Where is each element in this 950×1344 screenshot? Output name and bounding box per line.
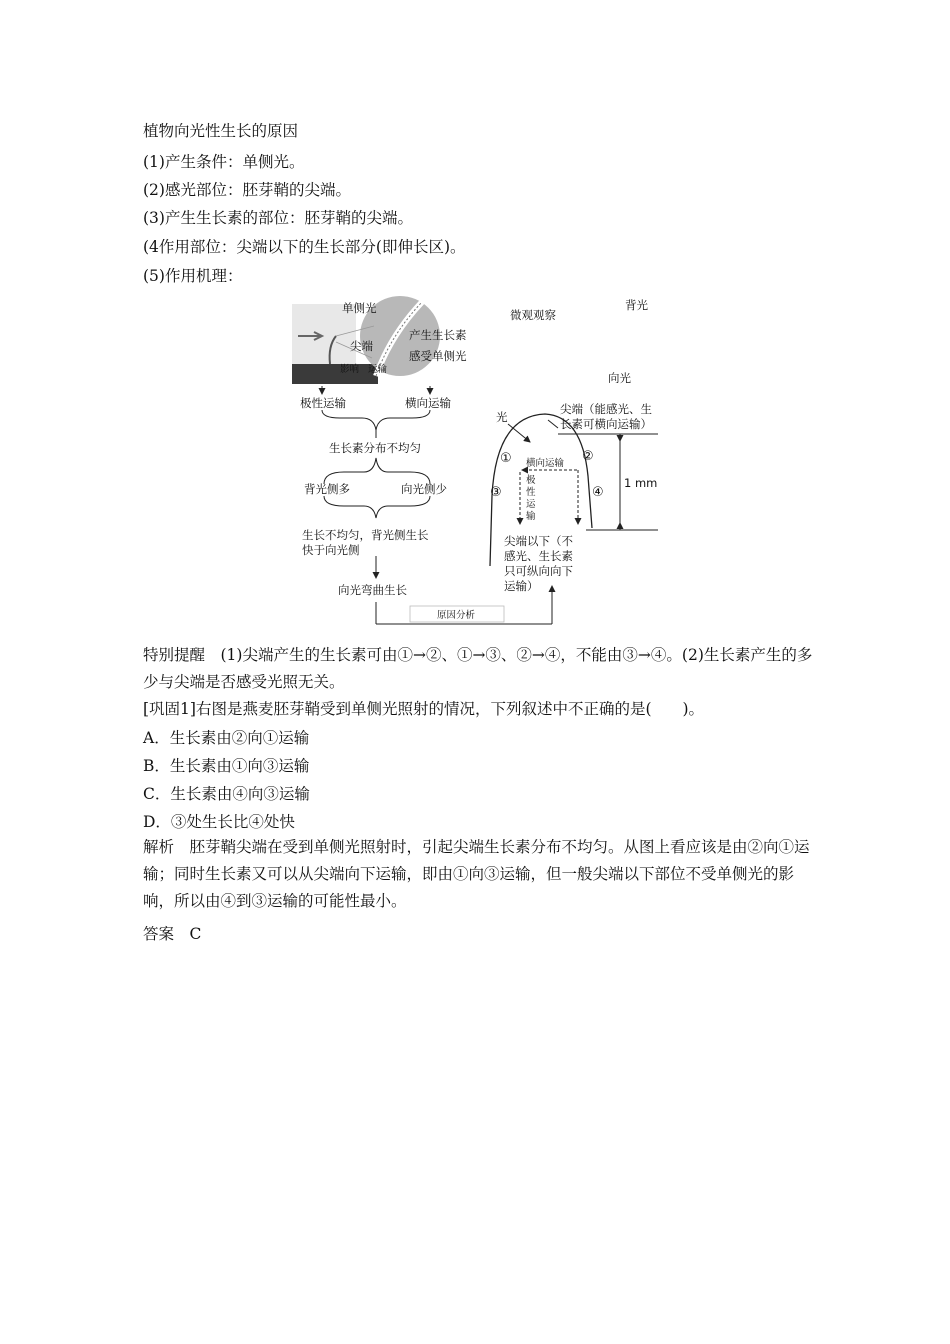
col-circle-2: ②: [582, 449, 594, 464]
analysis: 解析 胚芽鞘尖端在受到单侧光照射时，引起尖端生长素分布不均匀。从图上看应该是由②向①运输；同时生长素又可以从尖端向下运输，即由①向③运输，但一般尖端以下部位不受单侧光的影响，所以由④到③运输的可能性最小。: [143, 838, 810, 910]
question: [巩固1]右图是燕麦胚芽鞘受到单侧光照射的情况，下列叙述中不正确的是( )。: [143, 700, 705, 718]
option-a: A．生长素由②向①运输: [143, 729, 310, 747]
flow-tip: 尖端: [350, 339, 373, 353]
doc-heading: 植物向光性生长的原因: [143, 122, 299, 140]
col-tip-2: 长素可横向运输）: [560, 417, 652, 431]
col-polar-4: 输: [526, 511, 536, 522]
flow-single-light: 单侧光: [342, 301, 377, 315]
col-polar-1: 极: [526, 475, 536, 486]
flow-growth-2: 快于向光侧: [302, 543, 360, 557]
doc-item-5: (5)作用机理：: [143, 267, 243, 285]
flow-lateral: 横向运输: [405, 396, 451, 410]
flow-affect: 影响: [340, 364, 360, 375]
flow-growth-1: 生长不均匀，背光侧生长: [302, 528, 429, 542]
doc-item-1: (1)产生条件：单侧光。: [143, 153, 305, 171]
option-b: B．生长素由①向③运输: [143, 757, 310, 775]
col-below-3: 只可纵向向下: [504, 564, 573, 578]
doc-item-3: (3)产生生长素的部位：胚芽鞘的尖端。: [143, 209, 413, 227]
col-scale: 1 mm: [624, 476, 658, 490]
flow-produce: 产生生长素: [409, 328, 467, 342]
doc-item-2: (2)感光部位：胚芽鞘的尖端。: [143, 181, 351, 199]
flow-sense: 感受单侧光: [409, 349, 467, 363]
col-below-2: 感光、生长素: [504, 549, 573, 563]
special-note: 特别提醒 (1)尖端产生的生长素可由①→②、①→③、②→④，不能由③→④。(2)生长素产生的多少与尖端是否感受光照无关。: [143, 646, 813, 691]
col-below-1: 尖端以下（不: [504, 534, 573, 548]
answer: 答案 C: [143, 925, 202, 943]
col-light: 光: [496, 410, 508, 424]
col-polar-2: 性: [526, 487, 536, 498]
col-tip-1: 尖端（能感光、生: [560, 402, 652, 416]
mechanism-figure: [290, 296, 660, 632]
micro-light: 光: [512, 331, 524, 345]
option-c: C．生长素由④向③运输: [143, 785, 310, 803]
micro-title: 微观观察: [510, 308, 556, 322]
flow-polar: 极性运输: [300, 396, 346, 410]
micro-front: 向光: [608, 371, 631, 385]
flow-transport: 运输: [368, 364, 388, 375]
col-circle-4: ④: [592, 485, 604, 500]
col-circle-1: ①: [500, 451, 512, 466]
doc-item-4: (4作用部位：尖端以下的生长部分(即伸长区)。: [143, 238, 466, 256]
flow-back-more: 背光侧多: [304, 482, 350, 496]
flow-front-less: 向光侧少: [401, 482, 447, 496]
flow-uneven: 生长素分布不均匀: [329, 441, 421, 455]
option-d: D．③处生长比④处快: [143, 813, 295, 831]
col-circle-3: ③: [490, 485, 502, 500]
micro-back: 背光: [625, 298, 648, 312]
col-polar-3: 运: [526, 499, 536, 510]
col-below-4: 运输）: [504, 579, 539, 593]
col-lateral: 横向运输: [526, 458, 565, 469]
flow-reason: 原因分析: [437, 610, 476, 621]
flow-bend: 向光弯曲生长: [338, 583, 407, 597]
